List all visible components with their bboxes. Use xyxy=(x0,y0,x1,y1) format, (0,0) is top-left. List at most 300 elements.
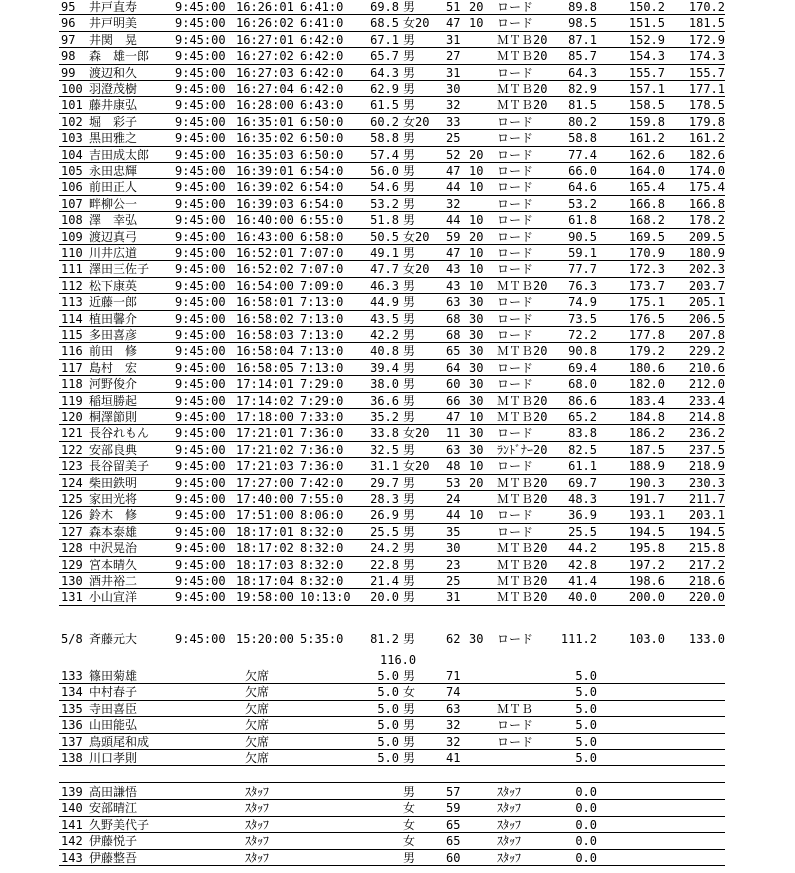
cell-name: 家田光将 xyxy=(89,492,138,506)
cell-p1: 0.0 xyxy=(575,785,597,799)
cell-sex: 男 xyxy=(403,65,416,80)
cell-no: 97 xyxy=(61,32,76,47)
cell-no: 120 xyxy=(61,410,83,424)
cell-finish: 16:52:01 xyxy=(236,246,294,260)
cell-no: 117 xyxy=(61,360,83,375)
cell-name: 宮本晴久 xyxy=(89,557,138,572)
cell-time: 7:55:0 xyxy=(300,492,344,506)
cell-no: 114 xyxy=(61,311,83,326)
result-row xyxy=(59,523,725,540)
cell-time: 6:41:0 xyxy=(300,0,344,14)
cell-p2: 191.7 xyxy=(628,492,665,506)
cell-name: 渡辺真弓 xyxy=(89,229,138,244)
cell-score: 39.4 xyxy=(370,360,399,375)
cell-score: 46.3 xyxy=(370,278,399,293)
cell-name: 黒田雅之 xyxy=(89,131,138,146)
cell-score: 53.2 xyxy=(370,196,399,211)
result-row xyxy=(59,474,725,491)
absentee-row xyxy=(59,749,725,766)
cell-p1: 0.0 xyxy=(575,801,597,816)
cell-age: 32 xyxy=(446,196,461,211)
result-row xyxy=(59,392,725,409)
cell-start: 9:45:00 xyxy=(175,49,226,64)
cell-cls: 30 xyxy=(469,295,484,310)
cell-sex: 男 xyxy=(403,147,416,162)
cell-p1: 53.2 xyxy=(568,196,597,211)
cell-score: 61.5 xyxy=(370,98,399,113)
cell-time: 7:13:0 xyxy=(300,360,344,375)
cell-p1: 41.4 xyxy=(568,574,597,588)
cell-p1: 65.2 xyxy=(568,410,597,424)
result-row xyxy=(59,326,725,343)
cell-start: 9:45:00 xyxy=(175,328,226,342)
cell-finish: 17:21:03 xyxy=(236,459,294,474)
result-row xyxy=(59,359,725,376)
cell-finish: 16:35:03 xyxy=(236,147,294,162)
cell-no: 112 xyxy=(61,278,83,293)
cell-bike: ロード xyxy=(497,246,534,260)
cell-p3: 133.0 xyxy=(688,632,725,646)
cell-score: 21.4 xyxy=(370,574,399,588)
cell-p1: 5.0 xyxy=(575,669,597,683)
cell-p1: 80.2 xyxy=(568,114,597,129)
cell-p1: 0.0 xyxy=(575,834,597,849)
cell-bike: ロード xyxy=(497,229,534,244)
cell-p1: 111.2 xyxy=(560,632,597,646)
cell-score: 64.3 xyxy=(370,65,399,80)
cell-p2: 173.7 xyxy=(628,278,665,293)
cell-start: 9:45:00 xyxy=(175,574,226,588)
cell-p2: 184.8 xyxy=(628,410,665,424)
cell-score: 5.0 xyxy=(377,718,399,733)
cell-p1: 77.7 xyxy=(568,262,597,277)
cell-bike: ＭＴＢ20 xyxy=(497,98,548,113)
cell-name: 近藤一郎 xyxy=(89,295,138,310)
cell-p3: 233.4 xyxy=(688,393,725,408)
cell-score: 24.2 xyxy=(370,541,399,556)
cell-p2: 195.8 xyxy=(628,541,665,556)
cell-status: ｽﾀｯﾌ xyxy=(245,785,270,799)
cell-sex: 男 xyxy=(403,590,416,605)
cell-bike: ＭＴＢ20 xyxy=(497,557,548,572)
cell-start: 9:45:00 xyxy=(175,524,226,539)
cell-age: 59 xyxy=(446,801,461,816)
cell-score: 29.7 xyxy=(370,475,399,490)
cell-bike: ﾗﾝﾄﾞﾅｰ20 xyxy=(497,442,548,457)
cell-score: 50.5 xyxy=(370,229,399,244)
result-row xyxy=(59,293,725,310)
cell-status: 欠席 xyxy=(245,669,270,683)
cell-p3: 175.4 xyxy=(688,180,725,195)
cell-cls: 30 xyxy=(469,393,484,408)
cell-role: ｽﾀｯﾌ xyxy=(497,850,522,865)
cell-age: 53 xyxy=(446,475,461,490)
cell-no: 125 xyxy=(61,492,83,506)
cell-name: 河野俊介 xyxy=(89,377,138,392)
cell-sex: 男 xyxy=(403,393,416,408)
cell-finish: 18:17:02 xyxy=(236,541,294,556)
cell-cls: 20 xyxy=(469,229,484,244)
cell-age: 30 xyxy=(446,541,461,556)
cell-finish: 16:58:03 xyxy=(236,328,294,342)
cell-cls: 30 xyxy=(469,377,484,392)
result-row xyxy=(59,506,725,523)
result-row xyxy=(59,408,725,425)
cell-p1: 82.5 xyxy=(568,442,597,457)
cell-sex: 男 xyxy=(403,246,416,260)
cell-time: 6:50:0 xyxy=(300,114,344,129)
cell-p1: 36.9 xyxy=(568,508,597,523)
cell-cls: 30 xyxy=(469,360,484,375)
cell-bike: ＭＴＢ20 xyxy=(497,492,548,506)
cell-p3: 236.2 xyxy=(688,426,725,441)
cell-bike: ロード xyxy=(497,360,534,375)
absentee-row xyxy=(59,683,725,700)
cell-no: 111 xyxy=(61,262,83,277)
cell-cls: 10 xyxy=(469,213,484,228)
cell-p3: 178.5 xyxy=(688,98,725,113)
cell-age: 32 xyxy=(446,734,461,749)
cell-p2: 150.2 xyxy=(628,0,665,14)
cell-p2: 179.2 xyxy=(628,344,665,359)
cell-time: 7:13:0 xyxy=(300,328,344,342)
cell-bike: ロード xyxy=(497,213,534,228)
cell-start: 9:45:00 xyxy=(175,295,226,310)
cell-no: 136 xyxy=(61,718,83,733)
cell-no: 99 xyxy=(61,65,76,80)
cell-bike: ＭＴＢ20 xyxy=(497,590,548,605)
cell-p3: 218.9 xyxy=(688,459,725,474)
cell-status: ｽﾀｯﾌ xyxy=(245,834,270,849)
cell-p2: 183.4 xyxy=(628,393,665,408)
cell-role: ｽﾀｯﾌ xyxy=(497,817,522,832)
cell-age: 65 xyxy=(446,817,461,832)
cell-finish: 16:58:01 xyxy=(236,295,294,310)
cell-finish: 16:39:03 xyxy=(236,196,294,211)
result-row xyxy=(59,195,725,212)
cell-p1: 5.0 xyxy=(575,701,597,716)
cell-finish: 16:35:01 xyxy=(236,114,294,129)
cell-time: 7:36:0 xyxy=(300,442,344,457)
cell-time: 6:55:0 xyxy=(300,213,344,228)
result-row xyxy=(59,14,725,31)
cell-time: 7:36:0 xyxy=(300,459,344,474)
cell-age: 74 xyxy=(446,685,461,700)
cell-age: 44 xyxy=(446,213,461,228)
cell-p2: 180.6 xyxy=(628,360,665,375)
cell-score: 38.0 xyxy=(370,377,399,392)
cell-no: 5/8 xyxy=(61,632,83,646)
cell-no: 123 xyxy=(61,459,83,474)
cell-sex: 男 xyxy=(403,164,416,178)
cell-cls: 20 xyxy=(469,147,484,162)
cell-cls: 10 xyxy=(469,180,484,195)
cell-score: 5.0 xyxy=(377,701,399,716)
cell-p2: 175.1 xyxy=(628,295,665,310)
cell-bike: ＭＴＢ20 xyxy=(497,574,548,588)
cell-bike: ＭＴＢ20 xyxy=(497,49,548,64)
cell-bike: ＭＴＢ20 xyxy=(497,393,548,408)
cell-name: 多田喜彦 xyxy=(89,328,138,342)
cell-age: 44 xyxy=(446,180,461,195)
cell-score: 58.8 xyxy=(370,131,399,146)
cell-sex: 女 xyxy=(403,685,416,700)
cell-age: 25 xyxy=(446,131,461,146)
cell-p1: 40.0 xyxy=(568,590,597,605)
cell-sex: 男 xyxy=(403,0,416,14)
cell-p1: 58.8 xyxy=(568,131,597,146)
cell-score: 67.1 xyxy=(370,32,399,47)
cell-no: 134 xyxy=(61,685,83,700)
cell-p1: 87.1 xyxy=(568,32,597,47)
cell-cls: 10 xyxy=(469,459,484,474)
cell-p1: 5.0 xyxy=(575,734,597,749)
cell-sex: 男 xyxy=(403,82,416,96)
cell-status: 欠席 xyxy=(245,685,270,700)
cell-cls: 30 xyxy=(469,426,484,441)
cell-score: 22.8 xyxy=(370,557,399,572)
cell-no: 135 xyxy=(61,701,83,716)
cell-score: 5.0 xyxy=(377,685,399,700)
cell-cls: 10 xyxy=(469,278,484,293)
cell-age: 63 xyxy=(446,701,461,716)
cell-sex: 女20 xyxy=(403,229,430,244)
cell-bike: ロード xyxy=(497,114,534,129)
cell-role: ｽﾀｯﾌ xyxy=(497,801,522,816)
absentee-row xyxy=(59,733,725,750)
cell-no: 121 xyxy=(61,426,83,441)
cell-score: 62.9 xyxy=(370,82,399,96)
cell-bike: ロード xyxy=(497,0,534,14)
result-row xyxy=(59,539,725,556)
cell-sex: 女20 xyxy=(403,426,430,441)
cell-time: 8:32:0 xyxy=(300,557,344,572)
cell-p1: 81.5 xyxy=(568,98,597,113)
cell-name: 渡辺和久 xyxy=(89,65,138,80)
cell-time: 7:07:0 xyxy=(300,246,344,260)
staff-row xyxy=(59,832,725,849)
cell-age: 41 xyxy=(446,751,461,765)
cell-p1: 59.1 xyxy=(568,246,597,260)
cell-p1: 77.4 xyxy=(568,147,597,162)
cell-name: 前田 修 xyxy=(89,344,138,359)
cell-p3: 155.7 xyxy=(688,65,725,80)
cell-age: 31 xyxy=(446,32,461,47)
cell-bike: ロード xyxy=(497,632,534,646)
cell-cls: 30 xyxy=(469,632,484,646)
cell-age: 47 xyxy=(446,410,461,424)
cell-finish: 17:18:00 xyxy=(236,410,294,424)
cell-score: 40.8 xyxy=(370,344,399,359)
cell-age: 23 xyxy=(446,557,461,572)
staff-row xyxy=(59,816,725,833)
cell-name: 高田謙悟 xyxy=(89,785,138,799)
cell-cls: 10 xyxy=(469,410,484,424)
cell-cls: 30 xyxy=(469,328,484,342)
cell-p3: 237.5 xyxy=(688,442,725,457)
cell-p1: 68.0 xyxy=(568,377,597,392)
cell-finish: 16:27:03 xyxy=(236,65,294,80)
cell-score: 47.7 xyxy=(370,262,399,277)
cell-p3: 174.3 xyxy=(688,49,725,64)
result-row xyxy=(59,31,725,48)
cell-no: 137 xyxy=(61,734,83,749)
cell-name: 酒井裕二 xyxy=(89,574,138,588)
cell-sex: 男 xyxy=(403,508,416,523)
cell-bike: ＭＴＢ20 xyxy=(497,475,548,490)
cell-no: 118 xyxy=(61,377,83,392)
staff-row xyxy=(59,849,725,866)
result-row xyxy=(59,178,725,195)
cell-age: 47 xyxy=(446,16,461,31)
cell-age: 30 xyxy=(446,82,461,96)
result-row xyxy=(59,96,725,113)
cell-sex: 男 xyxy=(403,785,416,799)
cell-p2: 187.5 xyxy=(628,442,665,457)
cell-bike: ＭＴＢ xyxy=(497,701,534,716)
cell-name: 稲垣勝起 xyxy=(89,393,138,408)
cell-start: 9:45:00 xyxy=(175,442,226,457)
cell-status: 欠席 xyxy=(245,701,270,716)
cell-finish: 16:43:00 xyxy=(236,229,294,244)
cell-sex: 男 xyxy=(403,131,416,146)
cell-no: 108 xyxy=(61,213,83,228)
cell-start: 9:45:00 xyxy=(175,344,226,359)
cell-p3: 182.6 xyxy=(688,147,725,162)
cell-sex: 男 xyxy=(403,574,416,588)
cell-age: 71 xyxy=(446,669,461,683)
cell-p3: 210.6 xyxy=(688,360,725,375)
result-row xyxy=(59,146,725,163)
cell-status: ｽﾀｯﾌ xyxy=(245,801,270,816)
cell-name: 澤田三佐子 xyxy=(89,262,150,277)
cell-no: 127 xyxy=(61,524,83,539)
cell-p1: 61.8 xyxy=(568,213,597,228)
cell-sex: 男 xyxy=(403,328,416,342)
cell-p1: 82.9 xyxy=(568,82,597,96)
cell-p3: 181.5 xyxy=(688,16,725,31)
cell-finish: 16:35:02 xyxy=(236,131,294,146)
cell-bike: ロード xyxy=(497,718,534,733)
cell-age: 66 xyxy=(446,393,461,408)
cell-finish: 16:27:02 xyxy=(236,49,294,64)
special-result-row xyxy=(59,630,725,646)
cell-name: 斉藤元大 xyxy=(89,632,138,646)
cell-age: 63 xyxy=(446,442,461,457)
cell-p2: 164.0 xyxy=(628,164,665,178)
cell-no: 105 xyxy=(61,164,83,178)
result-row xyxy=(59,113,725,130)
cell-bike: ＭＴＢ20 xyxy=(497,278,548,293)
cell-p3: 202.3 xyxy=(688,262,725,277)
cell-age: 65 xyxy=(446,834,461,849)
cell-time: 6:50:0 xyxy=(300,147,344,162)
cell-sex: 男 xyxy=(403,557,416,572)
cell-cls: 10 xyxy=(469,16,484,31)
cell-status: ｽﾀｯﾌ xyxy=(245,817,270,832)
cell-sex: 女 xyxy=(403,817,416,832)
cell-score: 43.5 xyxy=(370,311,399,326)
cell-name: 安部良典 xyxy=(89,442,138,457)
cell-name: 澤 幸弘 xyxy=(89,213,138,228)
cell-sex: 女20 xyxy=(403,114,430,129)
cell-sex: 男 xyxy=(403,49,416,64)
cell-no: 124 xyxy=(61,475,83,490)
cell-name: 羽澄茂樹 xyxy=(89,82,138,96)
cell-finish: 16:26:01 xyxy=(236,0,294,14)
cell-no: 133 xyxy=(61,669,83,683)
cell-cls: 30 xyxy=(469,442,484,457)
cell-score: 20.0 xyxy=(370,590,399,605)
cell-no: 131 xyxy=(61,590,83,605)
cell-start: 9:45:00 xyxy=(175,196,226,211)
cell-p1: 69.7 xyxy=(568,475,597,490)
cell-p2: 198.6 xyxy=(628,574,665,588)
cell-time: 6:42:0 xyxy=(300,32,344,47)
cell-finish: 17:40:00 xyxy=(236,492,294,506)
cell-p2: 169.5 xyxy=(628,229,665,244)
cell-age: 24 xyxy=(446,492,461,506)
cell-no: 95 xyxy=(61,0,76,14)
cell-start: 9:45:00 xyxy=(175,82,226,96)
cell-p2: 162.6 xyxy=(628,147,665,162)
cell-sex: 男 xyxy=(403,701,416,716)
cell-p3: 179.8 xyxy=(688,114,725,129)
cell-bike: ＭＴＢ20 xyxy=(497,541,548,556)
cell-name: 永田忠輝 xyxy=(89,164,138,178)
cell-score: 32.5 xyxy=(370,442,399,457)
cell-p3: 211.7 xyxy=(688,492,725,506)
cell-age: 31 xyxy=(446,590,461,605)
cell-finish: 18:17:04 xyxy=(236,574,294,588)
cell-status: 欠席 xyxy=(245,718,270,733)
cell-name: 安部晴江 xyxy=(89,801,138,816)
cell-age: 44 xyxy=(446,508,461,523)
cell-age: 60 xyxy=(446,377,461,392)
cell-bike: ＭＴＢ20 xyxy=(497,32,548,47)
cell-bike: ＭＴＢ20 xyxy=(497,344,548,359)
cell-age: 27 xyxy=(446,49,461,64)
result-row xyxy=(59,0,725,15)
cell-time: 8:32:0 xyxy=(300,574,344,588)
cell-bike: ロード xyxy=(497,734,534,749)
cell-no: 119 xyxy=(61,393,83,408)
staff-row xyxy=(59,799,725,816)
cell-p3: 166.8 xyxy=(688,196,725,211)
cell-p3: 161.2 xyxy=(688,131,725,146)
cell-time: 6:58:0 xyxy=(300,229,344,244)
cell-start: 9:45:00 xyxy=(175,32,226,47)
cell-start: 9:45:00 xyxy=(175,475,226,490)
cell-time: 7:13:0 xyxy=(300,295,344,310)
cell-start: 9:45:00 xyxy=(175,0,226,14)
cell-start: 9:45:00 xyxy=(175,131,226,146)
cell-age: 43 xyxy=(446,278,461,293)
cell-sex: 男 xyxy=(403,850,416,865)
cell-score: 57.4 xyxy=(370,147,399,162)
cell-p2: 157.1 xyxy=(628,82,665,96)
cell-cls: 10 xyxy=(469,246,484,260)
cell-p3: 180.9 xyxy=(688,246,725,260)
cell-name: 鳥頭尾和成 xyxy=(89,734,150,749)
cell-p1: 69.4 xyxy=(568,360,597,375)
cell-bike: ロード xyxy=(497,426,534,441)
cell-finish: 16:28:00 xyxy=(236,98,294,113)
cell-age: 47 xyxy=(446,164,461,178)
cell-time: 6:54:0 xyxy=(300,164,344,178)
cell-p1: 74.9 xyxy=(568,295,597,310)
cell-name: 森 雄一郎 xyxy=(89,49,150,64)
